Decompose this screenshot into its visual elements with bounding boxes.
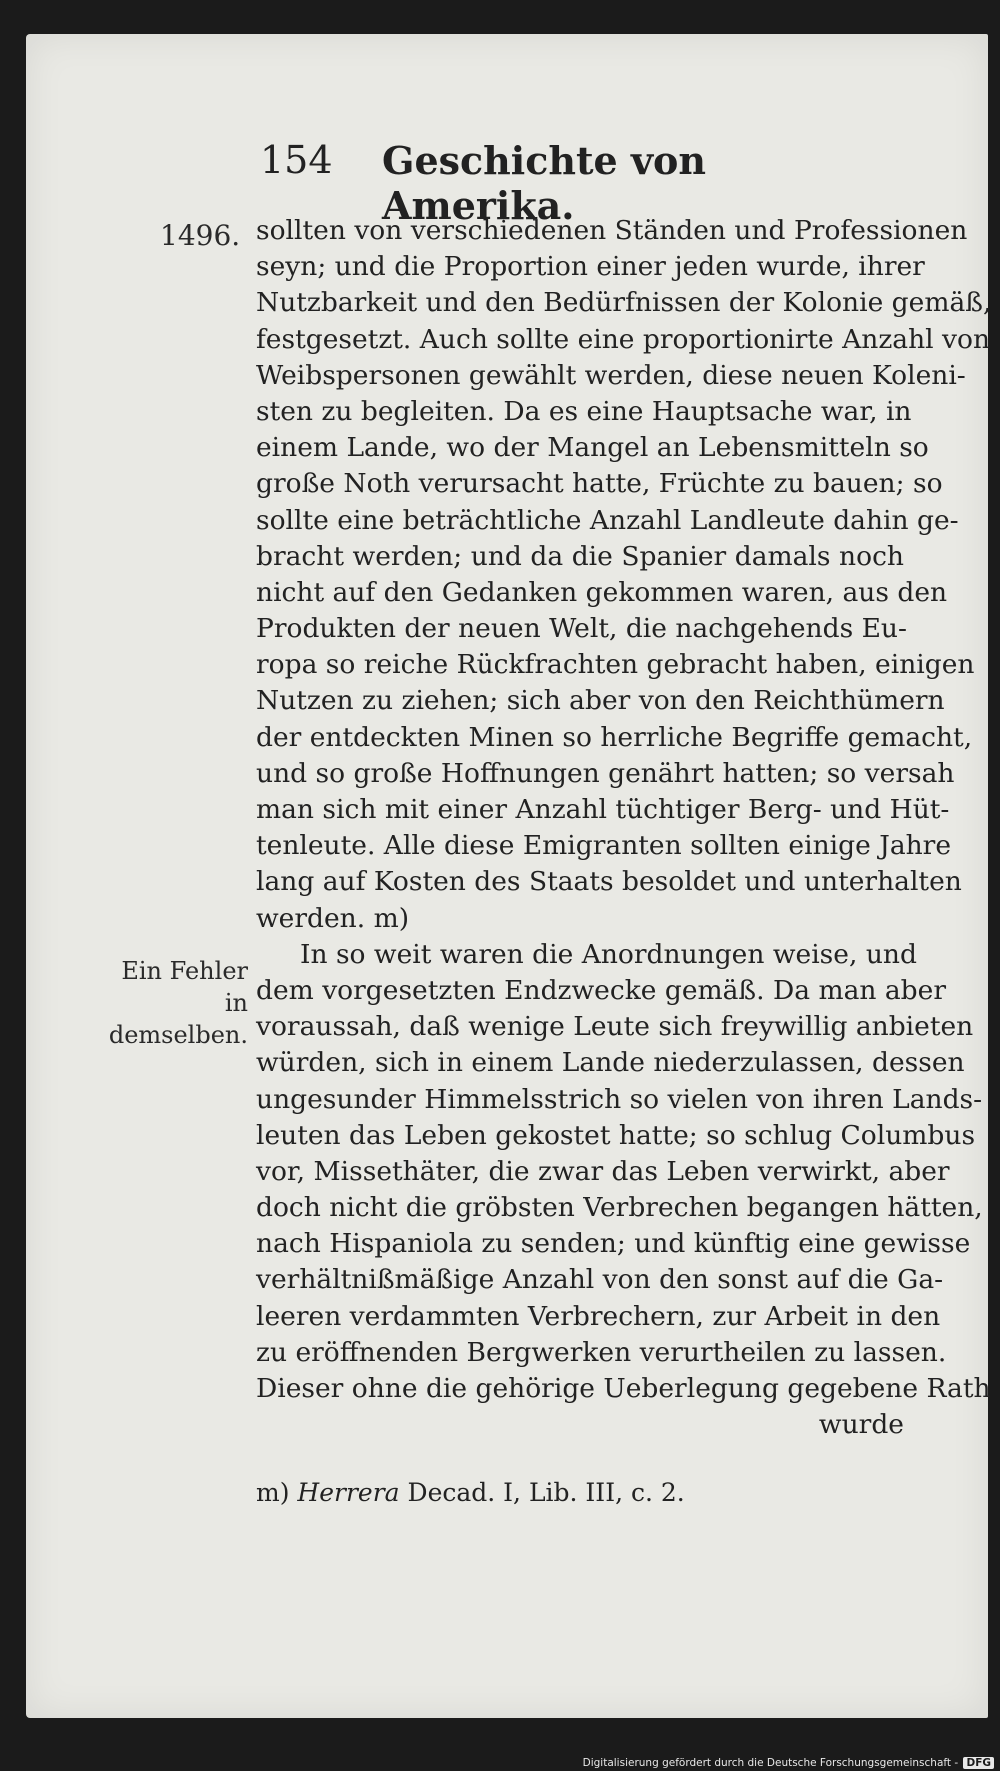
body-line: zu eröffnenden Bergwerken verurtheilen zu lassen. (256, 1336, 947, 1368)
footnote-reference: Decad. I, Lib. III, c. 2. (407, 1478, 685, 1507)
body-line: tenleute. Alle diese Emigranten sollten einige Jahre (256, 830, 952, 862)
margin-note-line: Ein Fehler (121, 957, 248, 985)
margin-note-line: in demselben. (108, 989, 248, 1049)
digitization-credit (583, 1757, 994, 1769)
body-line: Nutzen zu ziehen; sich aber von den Reichthümern (256, 685, 945, 717)
margin-year: 1496. (160, 219, 241, 252)
footnote (256, 1478, 904, 1507)
body-line: bracht werden; und da die Spanier damals noch (256, 540, 904, 572)
credit-text: Digitalisierung gefördert durch die Deutsche Forschungsgemeinschaft - (582, 1757, 959, 1769)
body-line: festgesetzt. Auch sollte eine proportionirte Anzahl von (256, 323, 991, 355)
body-line: sten zu begleiten. Da es eine Hauptsache war, in (256, 395, 912, 427)
margin-note (98, 955, 248, 1051)
running-title: Geschichte von Amerika. (382, 138, 707, 228)
body-line: Nutzbarkeit und den Bedürfnissen der Kolonie gemäß, (256, 287, 992, 319)
body-line: dem vorgesetzten Endzwecke gemäß. Da man aber (256, 974, 946, 1006)
body-line: vor, Missethäter, die zwar das Leben verwirkt, aber (256, 1155, 950, 1187)
body-line: einem Lande, wo der Mangel an Lebensmitteln so (256, 432, 929, 464)
body-text (256, 213, 992, 1443)
body-line: und so große Hoffnungen genährt hatten; so versah (256, 757, 955, 789)
body-line: sollte eine beträchtliche Anzahl Landleute dahin ge- (256, 504, 959, 536)
body-line: lang auf Kosten des Staats besoldet und unterhalten (256, 866, 962, 898)
body-line: ungesunder Himmelsstrich so vielen von ihren Lands- (256, 1083, 983, 1115)
body-line: nicht auf den Gedanken gekommen waren, aus den (256, 576, 948, 608)
footnote-author: Herrera (297, 1478, 400, 1507)
body-line: nach Hispaniola zu senden; und künftig eine gewisse (256, 1228, 971, 1260)
page-number: 154 (260, 138, 333, 182)
body-line: voraussah, daß wenige Leute sich freywillig anbieten (256, 1011, 974, 1043)
body-line: verhältnißmäßige Anzahl von den sonst auf die Ga- (256, 1264, 944, 1296)
body-line: doch nicht die gröbsten Verbrechen begangen hätten, (256, 1192, 983, 1224)
body-line: In so weit waren die Anordnungen weise, und (300, 938, 917, 970)
body-line: große Noth verursacht hatte, Früchte zu bauen; so (256, 468, 943, 500)
body-line: Weibspersonen gewählt werden, diese neuen Koleni- (256, 359, 966, 391)
body-line: seyn; und die Proportion einer jeden wurde, ihrer (256, 251, 925, 283)
body-line: man sich mit einer Anzahl tüchtiger Berg- und Hüt- (256, 794, 950, 825)
body-line: ropa so reiche Rückfrachten gebracht haben, einigen (256, 649, 975, 681)
body-line: leeren verdammten Verbrechern, zur Arbeit in den (256, 1300, 941, 1332)
body-line: sollten von verschiedenen Ständen und Professionen (256, 215, 968, 246)
body-line: Dieser ohne die gehörige Ueberlegung gegebene Rath (256, 1373, 991, 1404)
body-line: werden. m) (256, 902, 410, 934)
footnote-marker: m) (256, 1478, 290, 1507)
dfg-logo: DFG (963, 1757, 994, 1769)
body-line: der entdeckten Minen so herrliche Begriffe gemacht, (256, 721, 973, 753)
body-line: wurde (818, 1409, 904, 1441)
body-line: Produkten der neuen Welt, die nachgehends Eu- (256, 613, 907, 645)
body-line: würden, sich in einem Lande niederzulassen, dessen (256, 1047, 965, 1079)
body-line: leuten das Leben gekostet hatte; so schlug Columbus (256, 1119, 976, 1151)
